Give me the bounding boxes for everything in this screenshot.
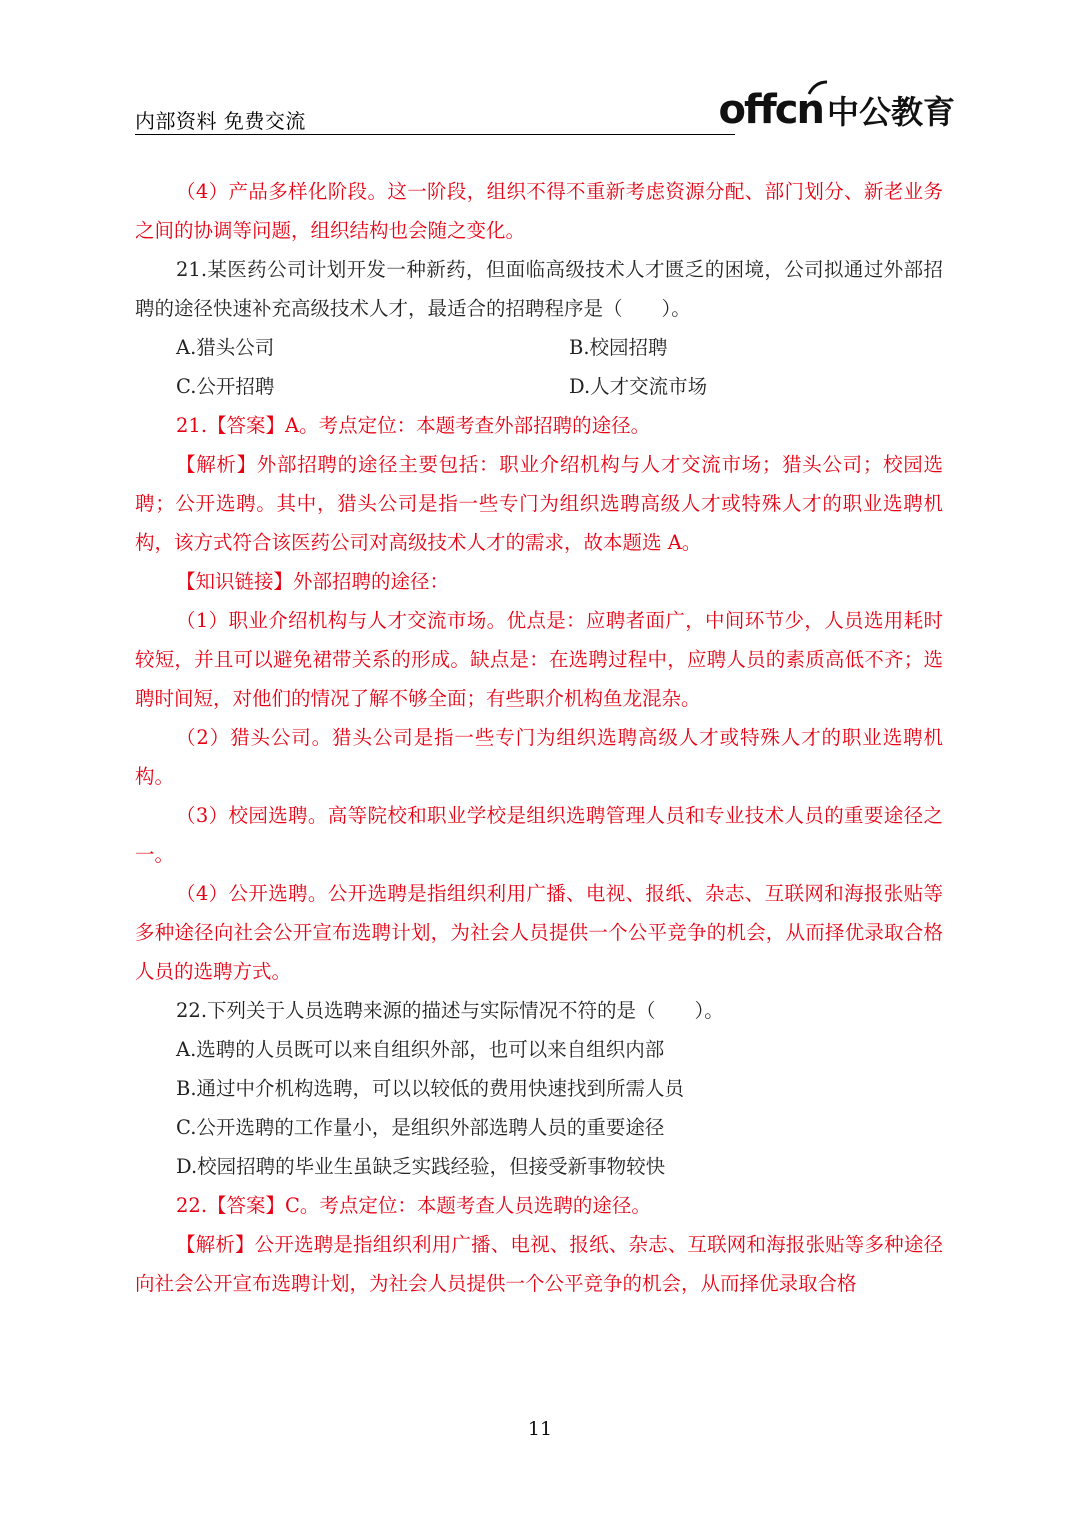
- q21-answer: 21.【答案】A。考点定位：本题考查外部招聘的途径。: [176, 414, 651, 437]
- link-item-3: （3）校园选聘。高等院校和职业学校是组织选聘管理人员和专业技术人员的重要途径之一。: [135, 804, 943, 866]
- q22-option-a: A.选聘的人员既可以来自组织外部，也可以来自组织内部: [176, 1038, 665, 1061]
- page-number: 11: [527, 1418, 553, 1440]
- q22-option-d: D.校园招聘的毕业生虽缺乏实践经验，但接受新事物较快: [176, 1155, 666, 1178]
- question-21: 21.某医药公司计划开发一种新药，但面临高级技术人才匮乏的困境，公司拟通过外部招聘的途径快速补充高级技术人才，最适合的招聘程序是（ ）。: [135, 258, 943, 320]
- logo-swoosh-icon: [807, 80, 829, 96]
- logo-chinese-text: 中公教育: [826, 93, 955, 131]
- q21-option-a: A.猎头公司: [176, 336, 275, 359]
- q21-option-b: B.校园招聘: [569, 336, 668, 359]
- header-rule: [135, 134, 735, 135]
- link-item-4: （4）公开选聘。公开选聘是指组织利用广播、电视、报纸、杂志、互联网和海报张贴等多种途径向社会公开宣布选聘计划，为社会人员提供一个公平竞争的机会，从而择优录取合格人员的选聘方式。: [135, 882, 943, 983]
- page-body: [135, 172, 943, 1303]
- q22-option-c: C.公开选聘的工作量小，是组织外部选聘人员的重要途径: [176, 1116, 665, 1139]
- q22-option-b: B.通过中介机构选聘，可以以较低的费用快速找到所需人员: [176, 1077, 685, 1100]
- page-header: [135, 86, 955, 136]
- link-item-2: （2）猎头公司。猎头公司是指一些专门为组织选聘高级人才或特殊人才的职业选聘机构。: [135, 726, 943, 788]
- q22-answer: 22.【答案】C。考点定位：本题考查人员选聘的途径。: [176, 1194, 651, 1217]
- logo-latin-text: offcn: [719, 88, 823, 132]
- q21-analysis: 【解析】外部招聘的途径主要包括：职业介绍机构与人才交流市场；猎头公司；校园选聘；公开选聘。其中，猎头公司是指一些专门为组织选聘高级人才或特殊人才的职业选聘机构，该方式符合该医药公司对高级技术人才的需求，故本题选 A。: [135, 453, 943, 554]
- q21-options-row-2: [135, 367, 943, 406]
- paragraph-stage-4: （4）产品多样化阶段。这一阶段，组织不得不重新考虑资源分配、部门划分、新老业务之间的协调等问题，组织结构也会随之变化。: [135, 180, 943, 242]
- link-item-1: （1）职业介绍机构与人才交流市场。优点是：应聘者面广，中间环节少，人员选用耗时较短，并且可以避免裙带关系的形成。缺点是：在选聘过程中，应聘人员的素质高低不齐；选聘时间短，对他们的情况了解不够全面；有些职介机构鱼龙混杂。: [135, 609, 943, 710]
- q21-knowledge-link: 【知识链接】外部招聘的途径：: [176, 570, 450, 593]
- header-caption: 内部资料 免费交流: [135, 109, 306, 133]
- q21-options-row-1: [135, 328, 943, 367]
- q21-option-d: D.人才交流市场: [569, 375, 708, 398]
- offcn-logo: [719, 88, 956, 134]
- q21-option-c: C.公开招聘: [176, 375, 275, 398]
- question-22: 22.下列关于人员选聘来源的描述与实际情况不符的是（ ）。: [176, 999, 724, 1022]
- q22-analysis: 【解析】公开选聘是指组织利用广播、电视、报纸、杂志、互联网和海报张贴等多种途径向社会公开宣布选聘计划，为社会人员提供一个公平竞争的机会，从而择优录取合格: [135, 1233, 943, 1295]
